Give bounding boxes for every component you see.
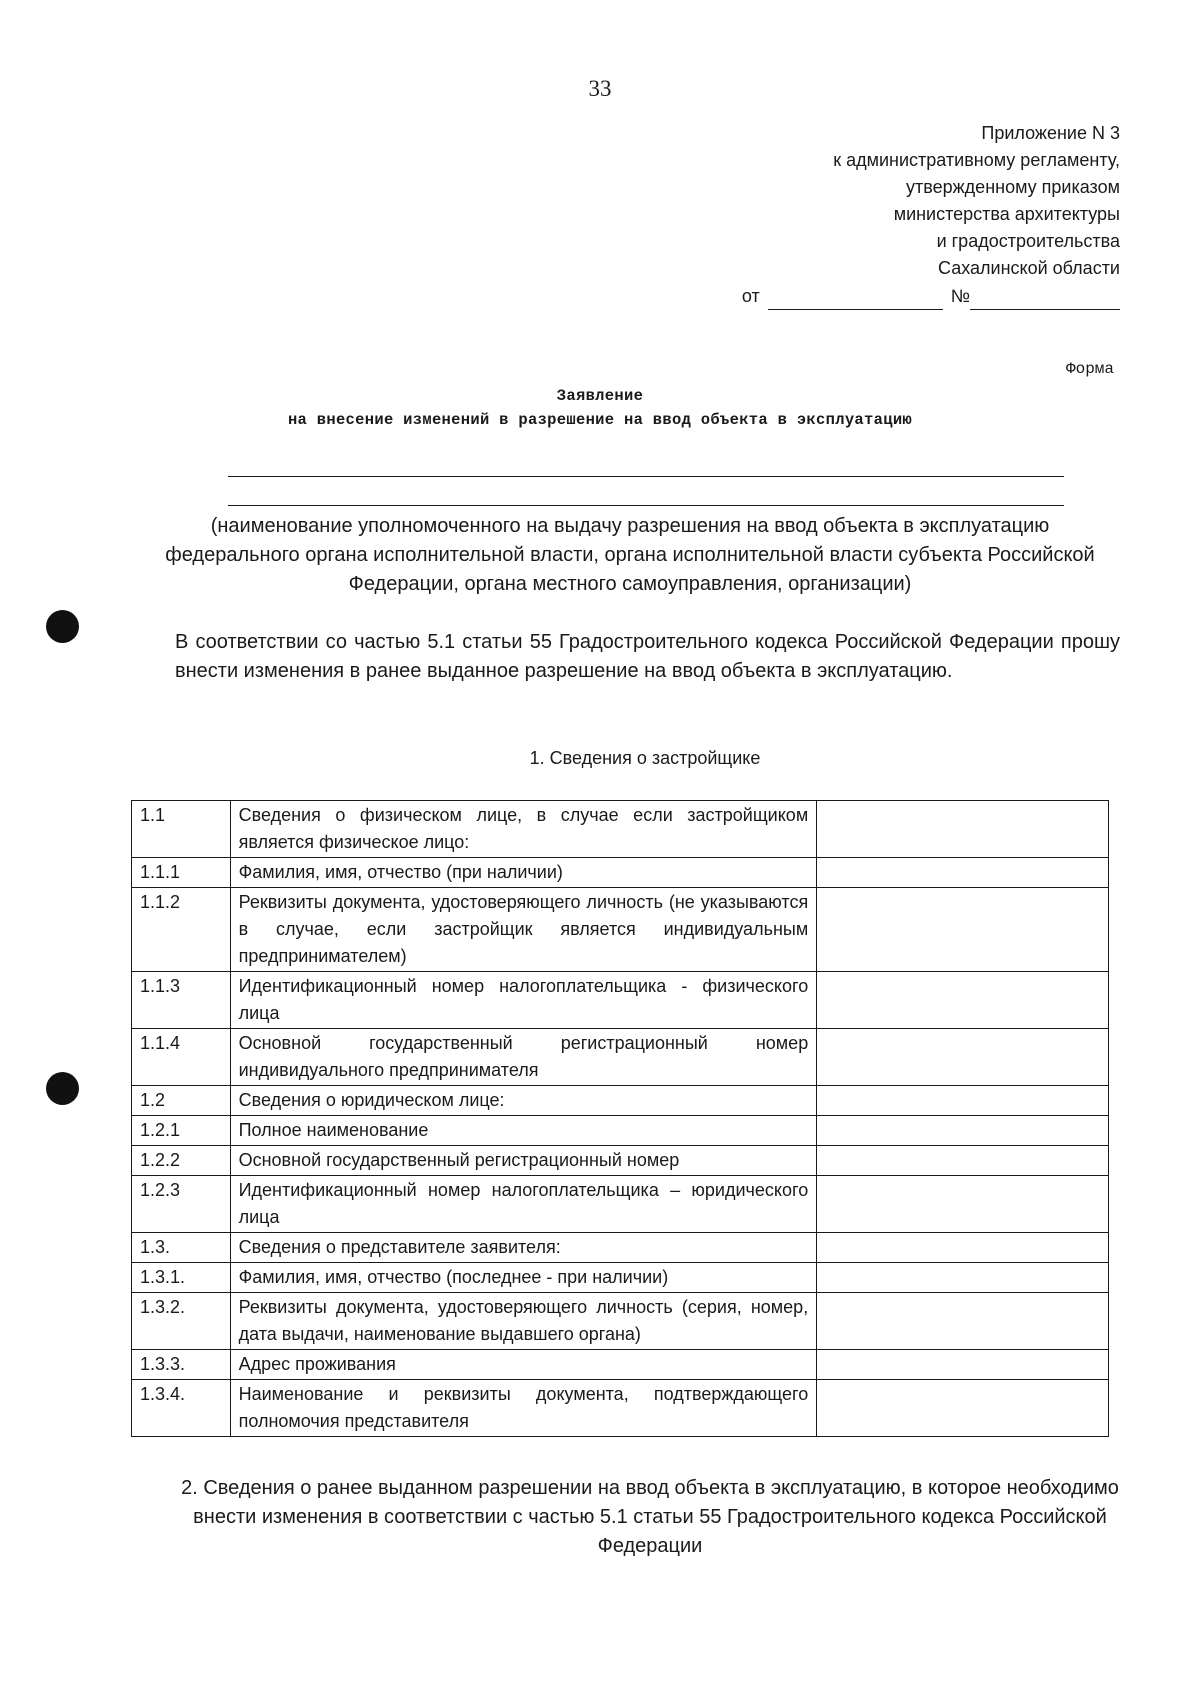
- row-label: Идентификационный номер налогоплательщика – юридического лица: [230, 1176, 817, 1233]
- row-number: 1.1: [132, 801, 231, 858]
- table-row: [132, 972, 1109, 1029]
- row-number: 1.1.1: [132, 858, 231, 888]
- table-row: [132, 1146, 1109, 1176]
- row-value-field[interactable]: [817, 888, 1109, 972]
- row-label: Идентификационный номер налогоплательщика - физического лица: [230, 972, 817, 1029]
- row-value-field[interactable]: [817, 1086, 1109, 1116]
- applicant-info-table: [131, 800, 1109, 1437]
- row-number: 1.3.: [132, 1233, 231, 1263]
- row-number: 1.3.3.: [132, 1350, 231, 1380]
- title-line-2: на внесение изменений в разрешение на ввод объекта в эксплуатацию: [287, 411, 913, 429]
- table-row: [132, 1293, 1109, 1350]
- row-value-field[interactable]: [817, 1233, 1109, 1263]
- row-value-field[interactable]: [817, 1263, 1109, 1293]
- number-blank-line: [970, 289, 1120, 310]
- row-value-field[interactable]: [817, 972, 1109, 1029]
- row-label: Основной государственный регистрационный номер индивидуального предпринимателя: [230, 1029, 817, 1086]
- appendix-line: Приложение N 3: [981, 123, 1120, 143]
- row-number: 1.1.3: [132, 972, 231, 1029]
- page-number: 33: [588, 76, 612, 101]
- table-row: [132, 1176, 1109, 1233]
- table-row: [132, 1233, 1109, 1263]
- row-number: 1.2: [132, 1086, 231, 1116]
- table-row: [132, 1263, 1109, 1293]
- table-row: [132, 1116, 1109, 1146]
- table-row: [132, 858, 1109, 888]
- appendix-line: и градостроительства: [936, 231, 1120, 251]
- row-number: 1.3.4.: [132, 1380, 231, 1437]
- row-label: Реквизиты документа, удостоверяющего личность (серия, номер, дата выдачи, наименование выдавшего органа): [230, 1293, 817, 1350]
- row-number: 1.3.1.: [132, 1263, 231, 1293]
- appendix-line: утвержденному приказом: [906, 177, 1120, 197]
- punch-hole: [46, 1072, 79, 1105]
- row-value-field[interactable]: [817, 1146, 1109, 1176]
- row-number: 1.2.2: [132, 1146, 231, 1176]
- row-number: 1.1.2: [132, 888, 231, 972]
- row-value-field[interactable]: [817, 1116, 1109, 1146]
- row-number: 1.2.1: [132, 1116, 231, 1146]
- table-row: [132, 1029, 1109, 1086]
- number-prefix: №: [950, 286, 970, 306]
- appendix-line: к административному регламенту,: [833, 150, 1120, 170]
- row-value-field[interactable]: [817, 1350, 1109, 1380]
- row-label: Сведения о физическом лице, в случае если застройщиком является физическое лицо:: [230, 801, 817, 858]
- table-row: [132, 1086, 1109, 1116]
- row-label: Фамилия, имя, отчество (при наличии): [230, 858, 817, 888]
- row-value-field[interactable]: [817, 1380, 1109, 1437]
- authority-caption: (наименование уполномоченного на выдачу разрешения на ввод объекта в эксплуатацию федерального органа исполнительной власти, органа исполнительной власти субъекта Российской Федерации, органа местного самоуправления, организации): [165, 515, 1095, 595]
- row-number: 1.3.2.: [132, 1293, 231, 1350]
- table-row: [132, 801, 1109, 858]
- table-row: [132, 1380, 1109, 1437]
- row-label: Реквизиты документа, удостоверяющего личность (не указываются в случае, если застройщик является индивидуальным предпринимателем): [230, 888, 817, 972]
- row-label: Сведения о представителе заявителя:: [230, 1233, 817, 1263]
- row-value-field[interactable]: [817, 858, 1109, 888]
- punch-hole: [46, 610, 79, 643]
- appendix-line: министерства архитектуры: [893, 204, 1120, 224]
- appendix-line: Сахалинской области: [938, 258, 1120, 278]
- row-label: Полное наименование: [230, 1116, 817, 1146]
- order-date-number: [660, 283, 1120, 310]
- date-blank-line: [768, 289, 943, 310]
- row-number: 1.1.4: [132, 1029, 231, 1086]
- row-label: Фамилия, имя, отчество (последнее - при наличии): [230, 1263, 817, 1293]
- request-text: В соответствии со частью 5.1 статьи 55 Градостроительного кодекса Российской Федерации прошу внести изменения в ранее выданное разрешение на ввод объекта в эксплуатацию.: [175, 631, 1120, 682]
- authority-name-line-2: [228, 505, 1064, 506]
- row-value-field[interactable]: [817, 1176, 1109, 1233]
- section-2-title: 2. Сведения о ранее выданном разрешении на ввод объекта в эксплуатацию, в которое необходимо внести изменения в соответствии с частью 5.1 статьи 55 Градостроительного кодекса Российской Федерации: [181, 1477, 1119, 1557]
- table-row: [132, 1350, 1109, 1380]
- row-value-field[interactable]: [817, 1293, 1109, 1350]
- appendix-block: [660, 120, 1120, 310]
- row-label: Наименование и реквизиты документа, подтверждающего полномочия представителя: [230, 1380, 817, 1437]
- form-label: Форма: [1065, 360, 1114, 378]
- document-title: [160, 384, 1040, 432]
- authority-name-line-1: [228, 476, 1064, 477]
- title-line-1: Заявление: [556, 387, 644, 405]
- row-value-field[interactable]: [817, 801, 1109, 858]
- row-label: Адрес проживания: [230, 1350, 817, 1380]
- row-label: Основной государственный регистрационный номер: [230, 1146, 817, 1176]
- table-row: [132, 888, 1109, 972]
- row-number: 1.2.3: [132, 1176, 231, 1233]
- section-1-title: 1. Сведения о застройщике: [529, 748, 761, 768]
- row-value-field[interactable]: [817, 1029, 1109, 1086]
- row-label: Сведения о юридическом лице:: [230, 1086, 817, 1116]
- date-prefix: от: [741, 286, 760, 306]
